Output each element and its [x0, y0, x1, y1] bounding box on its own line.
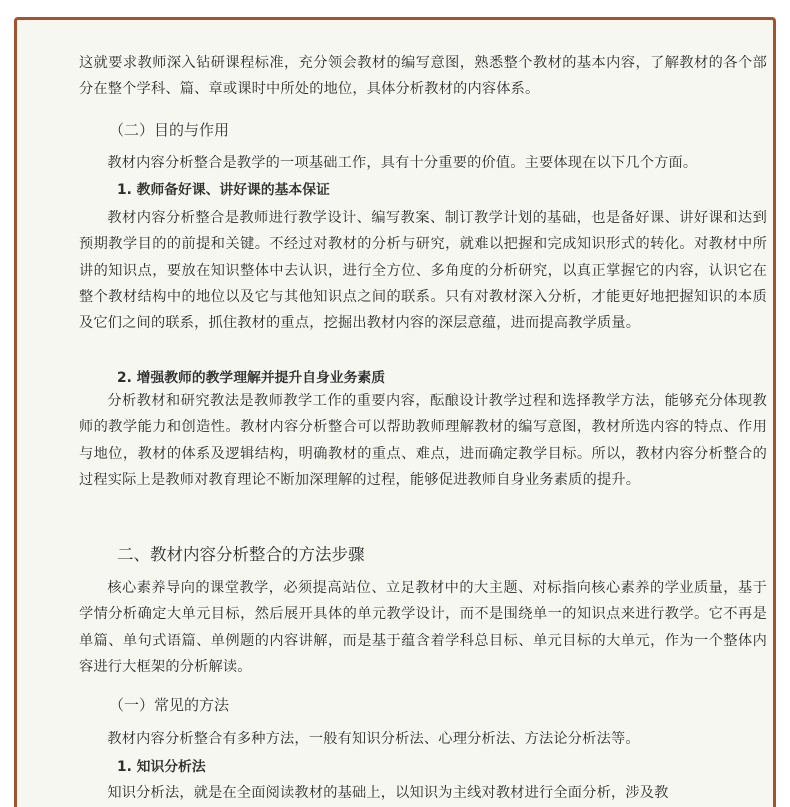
heading-point-1: 1. 教师备好课、讲好课的基本保证: [117, 182, 330, 198]
paragraph-point-1: 教材内容分析整合是教师进行教学设计、编写教案、制订教学计划的基础，也是备好课、讲好课和达到预期教学目的的前提和关键。不经过对教材的分析与研究，就难以把握和完成知识形式的转化。对教材中所讲的知识点，要放在知识整体中去认识，进行全方位、多角度的分析研究，以真正掌握它的内容，认识它在整个教材结构中的地位以及它与其他知识点之间的联系。只有对教材深入分析，才能更好地把握知识的本质及它们之间的联系，抓住教材的重点，挖掘出教材内容的深层意蕴，进而提高教学质量。: [79, 210, 767, 332]
heading-knowledge-analysis: 1. 知识分析法: [117, 759, 206, 775]
subheading-methods: （一）常见的方法: [109, 696, 230, 714]
paragraph-intro: 这就要求教师深入钻研课程标准，充分领会教材的编写意图，熟悉整个教材的基本内容，了解教材的各个部分在整个学科、篇、章或课时中所处的地位，具体分析教材的内容体系。: [79, 55, 767, 98]
section-heading-2: 二、教材内容分析整合的方法步骤: [117, 545, 365, 564]
book-page: [14, 17, 776, 807]
subheading-purpose: （二）目的与作用: [109, 121, 230, 139]
paragraph-knowledge-analysis: 知识分析法，就是在全面阅读教材的基础上，以知识为主线对教材进行全面分析，涉及教: [107, 785, 669, 801]
heading-point-2: 2. 增强教师的教学理解并提升自身业务素质: [117, 370, 385, 386]
paragraph-section-2: 核心素养导向的课堂教学，必须提高站位、立足教材中的大主题、对标指向核心素养的学业质量，基于学情分析确定大单元目标，然后展开具体的单元教学设计，而不是围绕单一的知识点来进行教学。它不再是单篇、单句式语篇、单例题的内容讲解，而是基于蕴含着学科总目标、单元目标的大单元，作为一个整体内容进行大框架的分析解读。: [79, 580, 767, 675]
paragraph-purpose: 教材内容分析整合是教学的一项基础工作，具有十分重要的价值。主要体现在以下几个方面。: [107, 155, 698, 171]
paragraph-point-2: 分析教材和研究教法是教师教学工作的重要内容，酝酿设计教学过程和选择教学方法，能够充分体现教师的教学能力和创造性。教材内容分析整合可以帮助教师理解教材的编写意图，教材所选内容的特点、作用与地位，教材的体系及逻辑结构，明确教材的重点、难点，进而确定教学目标。所以，教材内容分析整合的过程实际上是教师对教育理论不断加深理解的过程，能够促进教师自身业务素质的提升。: [79, 393, 767, 488]
paragraph-methods: 教材内容分析整合有多种方法，一般有知识分析法、心理分析法、方法论分析法等。: [107, 731, 640, 747]
